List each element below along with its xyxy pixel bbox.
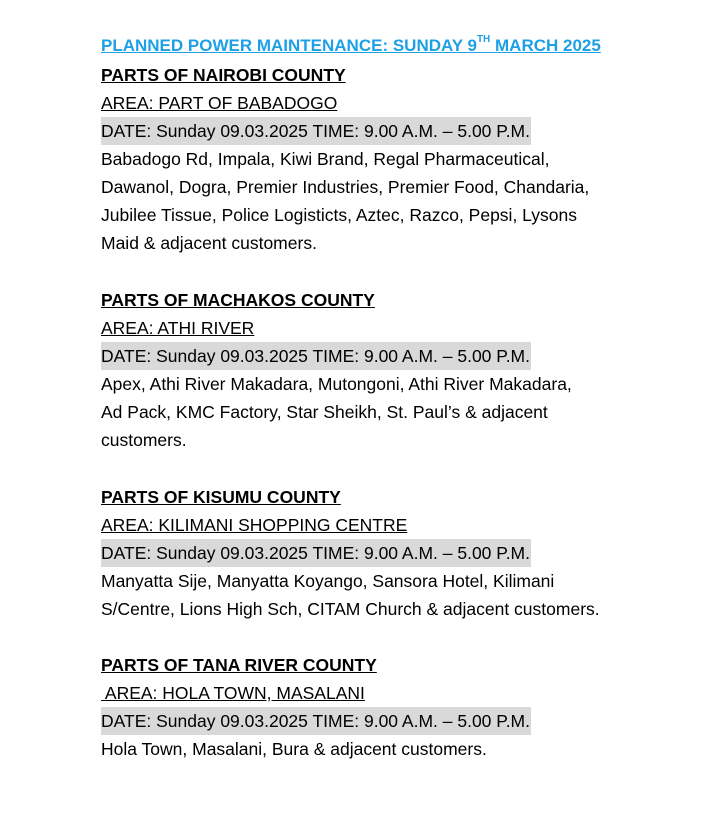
affected-areas-line: Hola Town, Masalani, Bura & adjacent customers. [101, 739, 487, 759]
date-time-line: DATE: Sunday 09.03.2025 TIME: 9.00 A.M. – 5.00 P.M. [101, 117, 531, 145]
section-nairobi [101, 61, 671, 257]
affected-areas-line: Manyatta Sije, Manyatta Koyango, Sansora Hotel, Kilimani [101, 571, 555, 591]
area-heading: AREA: HOLA TOWN, MASALANI [101, 683, 365, 703]
county-heading: PARTS OF NAIROBI COUNTY [101, 65, 346, 85]
affected-areas-line: Jubilee Tissue, Police Logisticts, Aztec, Razco, Pepsi, Lysons [101, 205, 577, 225]
county-heading: PARTS OF KISUMU COUNTY [101, 487, 341, 507]
affected-areas-line: Babadogo Rd, Impala, Kiwi Brand, Regal Pharmaceutical, [101, 149, 550, 169]
affected-areas-line: Maid & adjacent customers. [101, 233, 317, 253]
date-time-line: DATE: Sunday 09.03.2025 TIME: 9.00 A.M. – 5.00 P.M. [101, 342, 531, 370]
title-tail: MARCH 2025 [490, 36, 601, 55]
affected-areas-line: customers. [101, 430, 187, 450]
area-heading: AREA: ATHI RIVER [101, 318, 255, 338]
affected-areas-line: Dawanol, Dogra, Premier Industries, Premier Food, Chandaria, [101, 177, 590, 197]
date-time-line: DATE: Sunday 09.03.2025 TIME: 9.00 A.M. – 5.00 P.M. [101, 539, 531, 567]
document-title [101, 36, 601, 56]
affected-areas-line: S/Centre, Lions High Sch, CITAM Church & adjacent customers. [101, 599, 600, 619]
county-heading: PARTS OF MACHAKOS COUNTY [101, 290, 375, 310]
affected-areas-line: Apex, Athi River Makadara, Mutongoni, Athi River Makadara, [101, 374, 572, 394]
affected-areas-line: Ad Pack, KMC Factory, Star Sheikh, St. Paul’s & adjacent [101, 402, 548, 422]
area-heading: AREA: KILIMANI SHOPPING CENTRE [101, 515, 408, 535]
section-machakos [101, 286, 671, 454]
county-heading: PARTS OF TANA RIVER COUNTY [101, 655, 377, 675]
section-kisumu [101, 483, 671, 623]
title-main: PLANNED POWER MAINTENANCE: SUNDAY 9 [101, 36, 477, 55]
date-time-line: DATE: Sunday 09.03.2025 TIME: 9.00 A.M. – 5.00 P.M. [101, 707, 531, 735]
section-tana-river [101, 651, 671, 763]
area-heading: AREA: PART OF BABADOGO [101, 93, 338, 113]
title-superscript: TH [476, 34, 491, 46]
